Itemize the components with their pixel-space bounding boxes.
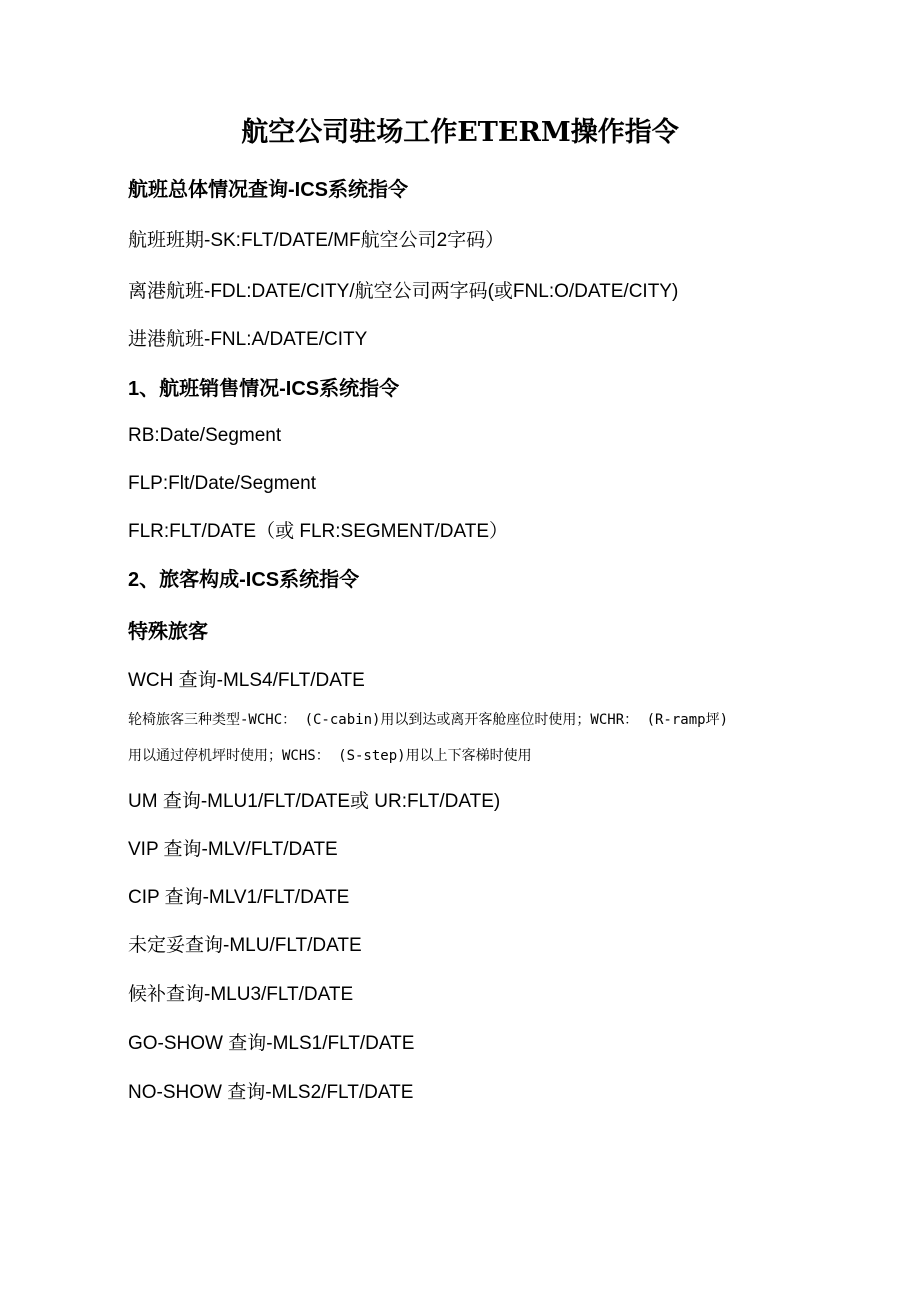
document-title: 航空公司驻场工作ETERM操作指令 [241,117,679,148]
section-heading: 航班总体情况查询-ICS系统指令 [128,179,408,201]
section-heading: 特殊旅客 [128,621,208,643]
command-line: 轮椅旅客三种类型-WCHC： (C-cabin)用以到达或离开客舱座位时使用；WCHR： (R-ramp坪) [128,712,729,728]
command-line: NO-SHOW 查询-MLS2/FLT/DATE [128,1082,414,1103]
command-line: FLP:Flt/Date/Segment [128,473,316,494]
command-line: CIP 查询-MLV1/FLT/DATE [128,887,350,908]
command-line: RB:Date/Segment [128,425,282,446]
section-heading: 2、旅客构成-ICS系统指令 [128,569,360,591]
command-line: WCH 查询-MLS4/FLT/DATE [128,670,365,691]
command-line: VIP 查询-MLV/FLT/DATE [128,839,338,860]
section-heading: 1、航班销售情况-ICS系统指令 [128,378,400,400]
command-line: 未定妥查询-MLU/FLT/DATE [128,935,362,956]
command-line: 进港航班-FNL:A/DATE/CITY [128,329,368,350]
command-line: UM 查询-MLU1/FLT/DATE或 UR:FLT/DATE) [128,791,501,812]
command-line: FLR:FLT/DATE（或 FLR:SEGMENT/DATE） [128,521,509,542]
command-line: GO-SHOW 查询-MLS1/FLT/DATE [128,1033,415,1054]
command-line: 离港航班-FDL:DATE/CITY/航空公司两字码(或FNL:O/DATE/CITY) [128,281,679,302]
command-line: 航班班期-SK:FLT/DATE/MF航空公司2字码） [128,230,505,251]
command-line: 候补查询-MLU3/FLT/DATE [128,984,354,1005]
command-line: 用以通过停机坪时使用；WCHS： (S-step)用以上下客梯时使用 [128,748,532,764]
